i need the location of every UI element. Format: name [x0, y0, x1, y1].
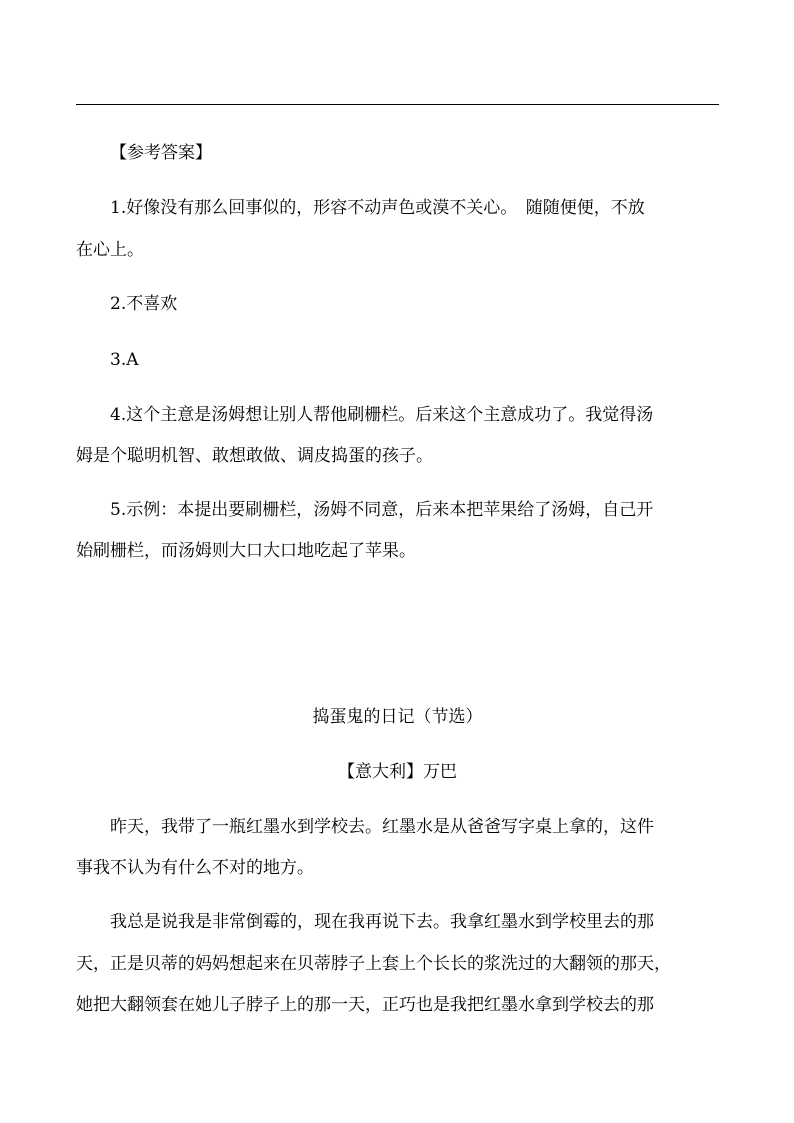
article-paragraph-2-line-2: 天，正是贝蒂的妈妈想起来在贝蒂脖子上套上个长长的浆洗过的大翻领的那天， — [76, 954, 671, 974]
answer-heading: 【参考答案】 — [110, 143, 212, 163]
answer-item-2: 2.不喜欢 — [110, 294, 178, 314]
answer-item-1-line-1: 1.好像没有那么回事似的，形容不动声色或漠不关心。 随随便便，不放 — [110, 198, 645, 218]
article-title: 捣蛋鬼的日记（节选） — [312, 707, 483, 727]
answer-item-4-line-1: 4.这个主意是汤姆想让别人帮他刷栅栏。后来这个主意成功了。我觉得汤 — [110, 405, 654, 425]
answer-item-5-line-1: 5.示例：本提出要刷栅栏，汤姆不同意，后来本把苹果给了汤姆，自己开 — [110, 500, 654, 520]
article-paragraph-2-line-3: 她把大翻领套在她儿子脖子上的那一天，正巧也是我把红墨水拿到学校去的那 — [76, 995, 654, 1015]
answer-item-4-line-2: 姆是个聪明机智、敢想敢做、调皮捣蛋的孩子。 — [76, 446, 433, 466]
answer-item-3: 3.A — [110, 350, 139, 370]
article-author: 【意大利】万巴 — [338, 762, 457, 782]
header-rule — [76, 104, 719, 105]
article-paragraph-1-line-2: 事我不认为有什么不对的地方。 — [76, 858, 314, 878]
answer-item-1-line-2: 在心上。 — [76, 240, 144, 260]
article-paragraph-2-line-1: 我总是说我是非常倒霉的，现在我再说下去。我拿红墨水到学校里去的那 — [110, 912, 654, 932]
article-paragraph-1-line-1: 昨天，我带了一瓶红墨水到学校去。红墨水是从爸爸写字桌上拿的，这件 — [110, 817, 654, 837]
answer-item-5-line-2: 始刷栅栏，而汤姆则大口大口地吃起了苹果。 — [76, 541, 416, 561]
